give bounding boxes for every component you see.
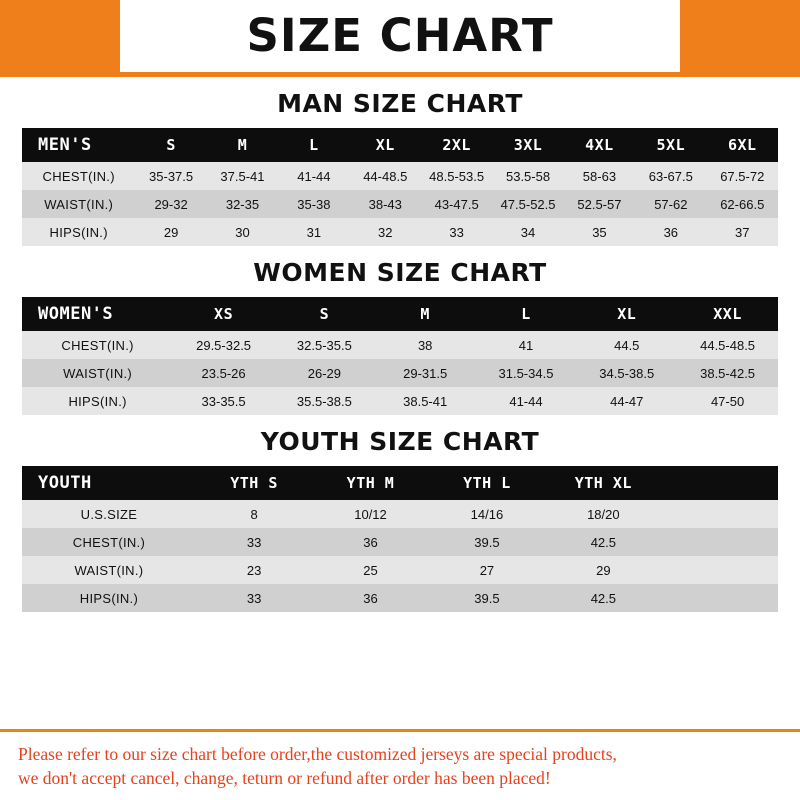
men-chest-m: 37.5-41 — [207, 162, 278, 190]
men-waist-6xl: 62-66.5 — [707, 190, 778, 218]
women-col-m: M — [375, 297, 476, 331]
youth-chest-s: 33 — [196, 528, 312, 556]
men-col-3xl: 3XL — [492, 128, 563, 162]
men-chest-2xl: 48.5-53.5 — [421, 162, 492, 190]
men-chest-5xl: 63-67.5 — [635, 162, 706, 190]
men-col-2xl: 2XL — [421, 128, 492, 162]
header-accent-left — [0, 0, 120, 72]
table-header-row — [22, 297, 778, 331]
youth-hips-spacer — [662, 584, 778, 612]
women-row-label-chest: CHEST(IN.) — [22, 331, 173, 359]
men-hips-5xl: 36 — [635, 218, 706, 246]
men-col-5xl: 5XL — [635, 128, 706, 162]
men-col-s: S — [135, 128, 206, 162]
women-hips-s: 35.5-38.5 — [274, 387, 375, 415]
youth-row-label-hips: HIPS(IN.) — [22, 584, 196, 612]
men-waist-4xl: 52.5-57 — [564, 190, 635, 218]
women-hips-xxl: 47-50 — [677, 387, 778, 415]
women-col-l: L — [476, 297, 577, 331]
youth-hips-xl: 42.5 — [545, 584, 661, 612]
section-title-women: WOMEN SIZE CHART — [253, 258, 547, 287]
table-row — [22, 162, 778, 190]
table-row — [22, 218, 778, 246]
men-hips-6xl: 37 — [707, 218, 778, 246]
table-header-row — [22, 466, 778, 500]
youth-ussize-xl: 18/20 — [545, 500, 661, 528]
table-row — [22, 387, 778, 415]
footer-line-2: we don't accept cancel, change, teturn or refund after order has been placed! — [18, 768, 551, 789]
women-waist-xl: 34.5-38.5 — [576, 359, 677, 387]
youth-chest-l: 39.5 — [429, 528, 545, 556]
youth-hips-m: 36 — [312, 584, 428, 612]
women-waist-s: 26-29 — [274, 359, 375, 387]
page-title: SIZE CHART — [246, 9, 554, 62]
women-chest-l: 41 — [476, 331, 577, 359]
table-row — [22, 190, 778, 218]
women-waist-xxl: 38.5-42.5 — [677, 359, 778, 387]
women-header-label: WOMEN'S — [22, 297, 173, 331]
women-row-label-waist: WAIST(IN.) — [22, 359, 173, 387]
youth-header-label: YOUTH — [22, 466, 196, 500]
men-chest-3xl: 53.5-58 — [492, 162, 563, 190]
youth-waist-s: 23 — [196, 556, 312, 584]
youth-ussize-m: 10/12 — [312, 500, 428, 528]
table-header-row — [22, 128, 778, 162]
youth-waist-xl: 29 — [545, 556, 661, 584]
youth-row-label-waist: WAIST(IN.) — [22, 556, 196, 584]
youth-ussize-s: 8 — [196, 500, 312, 528]
women-hips-m: 38.5-41 — [375, 387, 476, 415]
section-women — [22, 258, 778, 415]
youth-col-s: YTH S — [196, 466, 312, 500]
men-chest-l: 41-44 — [278, 162, 349, 190]
men-waist-l: 35-38 — [278, 190, 349, 218]
youth-waist-m: 25 — [312, 556, 428, 584]
section-title-youth: YOUTH SIZE CHART — [260, 427, 540, 456]
youth-col-m: YTH M — [312, 466, 428, 500]
youth-chest-spacer — [662, 528, 778, 556]
women-col-s: S — [274, 297, 375, 331]
men-col-m: M — [207, 128, 278, 162]
youth-hips-s: 33 — [196, 584, 312, 612]
men-row-label-hips: HIPS(IN.) — [22, 218, 135, 246]
women-chest-xl: 44.5 — [576, 331, 677, 359]
youth-col-l: YTH L — [429, 466, 545, 500]
youth-hips-l: 39.5 — [429, 584, 545, 612]
header-band — [0, 0, 800, 72]
youth-ussize-spacer — [662, 500, 778, 528]
footer-note — [0, 729, 800, 800]
youth-row-label-ussize: U.S.SIZE — [22, 500, 196, 528]
women-waist-l: 31.5-34.5 — [476, 359, 577, 387]
header-accent-right — [680, 0, 800, 72]
women-hips-xs: 33-35.5 — [173, 387, 274, 415]
youth-size-table — [22, 466, 778, 612]
youth-col-spacer — [662, 466, 778, 500]
men-chest-xl: 44-48.5 — [350, 162, 421, 190]
table-row — [22, 584, 778, 612]
women-col-xs: XS — [173, 297, 274, 331]
women-chest-xs: 29.5-32.5 — [173, 331, 274, 359]
youth-waist-spacer — [662, 556, 778, 584]
women-chest-s: 32.5-35.5 — [274, 331, 375, 359]
women-size-table — [22, 297, 778, 415]
women-col-xxl: XXL — [677, 297, 778, 331]
men-waist-3xl: 47.5-52.5 — [492, 190, 563, 218]
men-col-l: L — [278, 128, 349, 162]
men-waist-5xl: 57-62 — [635, 190, 706, 218]
section-title-men: MAN SIZE CHART — [277, 89, 523, 118]
section-youth — [22, 427, 778, 612]
youth-ussize-l: 14/16 — [429, 500, 545, 528]
youth-chest-xl: 42.5 — [545, 528, 661, 556]
men-col-6xl: 6XL — [707, 128, 778, 162]
footer-line-1: Please refer to our size chart before order,the customized jerseys are special products, — [18, 744, 617, 765]
table-row — [22, 500, 778, 528]
table-row — [22, 528, 778, 556]
youth-waist-l: 27 — [429, 556, 545, 584]
women-chest-m: 38 — [375, 331, 476, 359]
men-hips-s: 29 — [135, 218, 206, 246]
men-hips-m: 30 — [207, 218, 278, 246]
table-row — [22, 359, 778, 387]
youth-chest-m: 36 — [312, 528, 428, 556]
women-hips-l: 41-44 — [476, 387, 577, 415]
table-row — [22, 331, 778, 359]
men-row-label-waist: WAIST(IN.) — [22, 190, 135, 218]
men-chest-4xl: 58-63 — [564, 162, 635, 190]
men-row-label-chest: CHEST(IN.) — [22, 162, 135, 190]
women-waist-xs: 23.5-26 — [173, 359, 274, 387]
men-hips-xl: 32 — [350, 218, 421, 246]
men-chest-6xl: 67.5-72 — [707, 162, 778, 190]
women-hips-xl: 44-47 — [576, 387, 677, 415]
women-chest-xxl: 44.5-48.5 — [677, 331, 778, 359]
men-chest-s: 35-37.5 — [135, 162, 206, 190]
youth-col-xl: YTH XL — [545, 466, 661, 500]
men-waist-s: 29-32 — [135, 190, 206, 218]
men-waist-2xl: 43-47.5 — [421, 190, 492, 218]
table-row — [22, 556, 778, 584]
youth-row-label-chest: CHEST(IN.) — [22, 528, 196, 556]
men-col-xl: XL — [350, 128, 421, 162]
chart-content — [0, 77, 800, 729]
women-col-xl: XL — [576, 297, 677, 331]
men-hips-l: 31 — [278, 218, 349, 246]
men-waist-m: 32-35 — [207, 190, 278, 218]
men-size-table — [22, 128, 778, 246]
men-header-label: MEN'S — [22, 128, 135, 162]
men-hips-4xl: 35 — [564, 218, 635, 246]
women-row-label-hips: HIPS(IN.) — [22, 387, 173, 415]
men-col-4xl: 4XL — [564, 128, 635, 162]
men-hips-2xl: 33 — [421, 218, 492, 246]
women-waist-m: 29-31.5 — [375, 359, 476, 387]
section-men — [22, 89, 778, 246]
men-waist-xl: 38-43 — [350, 190, 421, 218]
men-hips-3xl: 34 — [492, 218, 563, 246]
